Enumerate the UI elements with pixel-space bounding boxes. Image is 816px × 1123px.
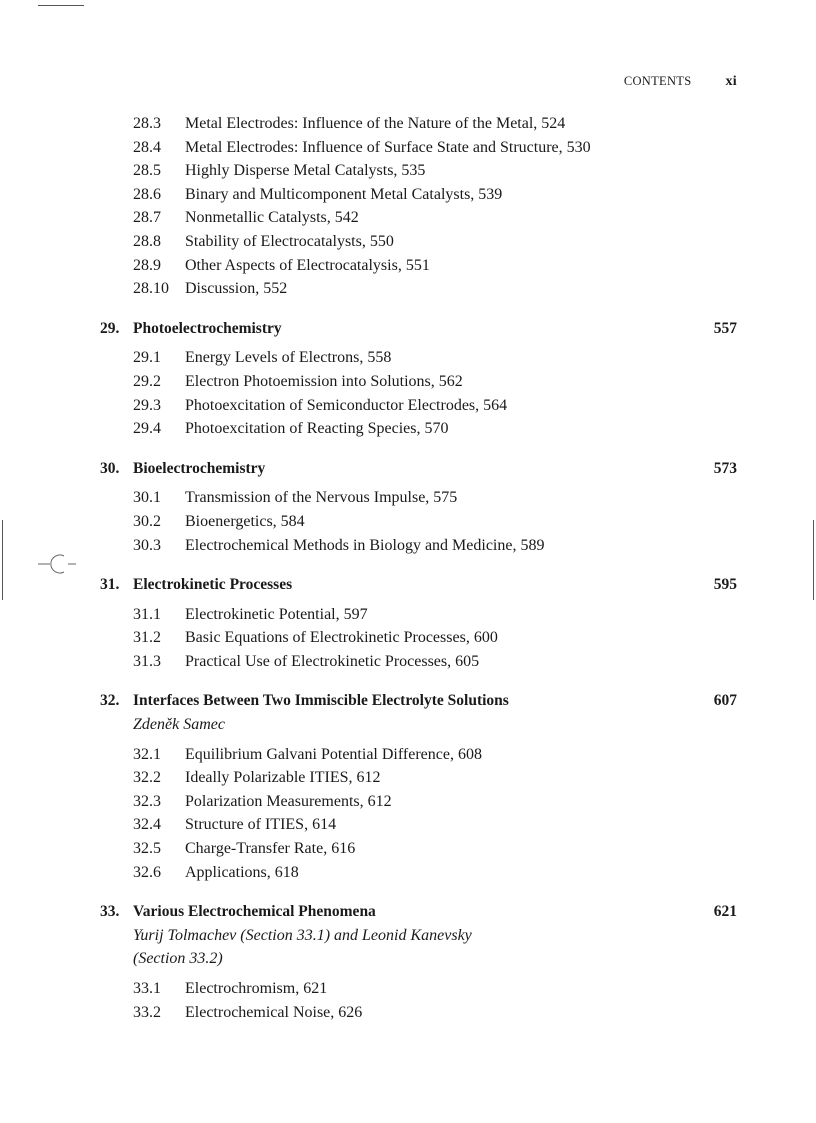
section-title: Polarization Measurements, 612	[185, 792, 392, 810]
section-number: 33.2	[133, 1003, 161, 1021]
chapter-author	[100, 924, 737, 971]
toc-chapter	[100, 317, 737, 341]
section-number: 32.4	[133, 816, 161, 834]
toc-section	[100, 650, 737, 674]
section-number: 29.2	[133, 372, 161, 390]
section-number: 28.3	[133, 115, 161, 132]
section-number: 31.3	[133, 652, 161, 670]
page-number: xi	[725, 74, 737, 89]
chapter-page: 573	[713, 459, 737, 477]
section-number: 29.1	[133, 349, 161, 367]
toc-section	[100, 417, 737, 441]
section-number: 30.3	[133, 536, 161, 554]
toc-section	[100, 206, 737, 230]
toc-section	[100, 1001, 737, 1025]
section-title: Discussion, 552	[185, 280, 288, 298]
section-title: Nonmetallic Catalysts, 542	[185, 209, 359, 227]
table-of-contents	[100, 112, 737, 1024]
section-title: Metal Electrodes: Influence of the Nature of the Metal, 524	[185, 115, 566, 132]
chapter-number: 31.	[100, 576, 120, 594]
section-title: Photoexcitation of Semiconductor Electrodes, 564	[185, 396, 508, 414]
page-edge-right	[813, 520, 814, 600]
section-title: Electrochemical Noise, 626	[185, 1003, 363, 1021]
toc-chapter	[100, 689, 737, 713]
toc-section	[100, 766, 737, 790]
section-number: 28.10	[133, 280, 169, 298]
chapter-number: 30.	[100, 459, 120, 477]
toc-section	[100, 534, 737, 558]
toc-section	[100, 603, 737, 627]
author-line: Zdeněk Samec	[133, 716, 225, 734]
section-title: Metal Electrodes: Influence of Surface State and Structure, 530	[185, 138, 591, 156]
toc-section	[100, 370, 737, 394]
toc-section	[100, 183, 737, 207]
toc-section	[100, 394, 737, 418]
section-number: 32.1	[133, 745, 161, 763]
toc-section	[100, 861, 737, 885]
author-line: Yurij Tolmachev (Section 33.1) and Leonid Kanevsky	[133, 926, 472, 944]
section-number: 29.4	[133, 420, 161, 438]
section-title: Structure of ITIES, 614	[185, 816, 337, 834]
page-edge-left	[2, 520, 3, 600]
toc-section	[100, 230, 737, 254]
section-title: Electrokinetic Potential, 597	[185, 605, 368, 623]
section-number: 28.9	[133, 256, 161, 274]
toc-section	[100, 112, 737, 136]
section-title: Electrochromism, 621	[185, 980, 328, 997]
section-title: Bioenergetics, 584	[185, 512, 305, 530]
section-number: 30.1	[133, 489, 161, 507]
section-title: Applications, 618	[185, 863, 299, 881]
section-title: Ideally Polarizable ITIES, 612	[185, 769, 381, 787]
toc-section	[100, 837, 737, 861]
toc-section	[100, 790, 737, 814]
section-title: Other Aspects of Electrocatalysis, 551	[185, 256, 430, 274]
toc-section	[100, 743, 737, 767]
section-number: 32.5	[133, 840, 161, 858]
section-title: Electron Photoemission into Solutions, 562	[185, 372, 463, 390]
toc-section	[100, 486, 737, 510]
chapter-number: 32.	[100, 692, 120, 710]
chapter-title: Electrokinetic Processes	[133, 576, 293, 594]
toc-section	[100, 626, 737, 650]
chapter-title: Photoelectrochemistry	[133, 319, 282, 337]
chapter-page: 621	[713, 903, 737, 921]
chapter-page: 607	[713, 692, 737, 710]
running-head-label: CONTENTS	[623, 74, 692, 88]
toc-section	[100, 813, 737, 837]
toc-chapter	[100, 457, 737, 481]
section-title: Stability of Electrocatalysts, 550	[185, 232, 394, 250]
section-title: Energy Levels of Electrons, 558	[185, 349, 392, 367]
chapter-title: Various Electrochemical Phenomena	[133, 903, 376, 921]
section-number: 30.2	[133, 512, 161, 530]
section-title: Charge-Transfer Rate, 616	[185, 840, 356, 858]
chapter-title: Interfaces Between Two Immiscible Electrolyte Solutions	[133, 692, 509, 710]
section-number: 31.2	[133, 629, 161, 647]
section-title: Binary and Multicomponent Metal Catalysts, 539	[185, 185, 503, 203]
author-line: (Section 33.2)	[133, 950, 223, 968]
section-title: Equilibrium Galvani Potential Difference, 608	[185, 745, 482, 763]
section-number: 28.6	[133, 185, 161, 203]
section-number: 29.3	[133, 396, 161, 414]
chapter-number: 33.	[100, 903, 120, 921]
section-number: 28.5	[133, 162, 161, 180]
running-head	[624, 73, 737, 90]
toc-section	[100, 136, 737, 160]
section-title: Photoexcitation of Reacting Species, 570	[185, 420, 449, 438]
section-number: 28.8	[133, 232, 161, 250]
toc-section	[100, 346, 737, 370]
section-number: 32.2	[133, 769, 161, 787]
section-number: 32.3	[133, 792, 161, 810]
chapter-number: 29.	[100, 319, 120, 337]
section-number: 33.1	[133, 980, 161, 997]
chapter-page: 595	[713, 576, 737, 594]
registration-mark-icon	[38, 551, 78, 577]
crop-mark-top	[38, 5, 84, 6]
section-number: 32.6	[133, 863, 161, 881]
section-title: Transmission of the Nervous Impulse, 575	[185, 489, 458, 507]
chapter-title: Bioelectrochemistry	[133, 459, 266, 477]
toc-chapter	[100, 900, 737, 924]
chapter-page: 557	[713, 319, 737, 337]
toc-section	[100, 159, 737, 183]
toc-section	[100, 977, 737, 1001]
toc-section	[100, 510, 737, 534]
toc-section	[100, 277, 737, 301]
section-number: 31.1	[133, 605, 161, 623]
section-title: Basic Equations of Electrokinetic Processes, 600	[185, 629, 498, 647]
section-number: 28.7	[133, 209, 161, 227]
section-title: Highly Disperse Metal Catalysts, 535	[185, 162, 426, 180]
toc-chapter	[100, 573, 737, 597]
section-title: Electrochemical Methods in Biology and Medicine, 589	[185, 536, 545, 554]
toc-section	[100, 254, 737, 278]
chapter-author	[100, 713, 737, 737]
section-number: 28.4	[133, 138, 161, 156]
section-title: Practical Use of Electrokinetic Processes, 605	[185, 652, 480, 670]
